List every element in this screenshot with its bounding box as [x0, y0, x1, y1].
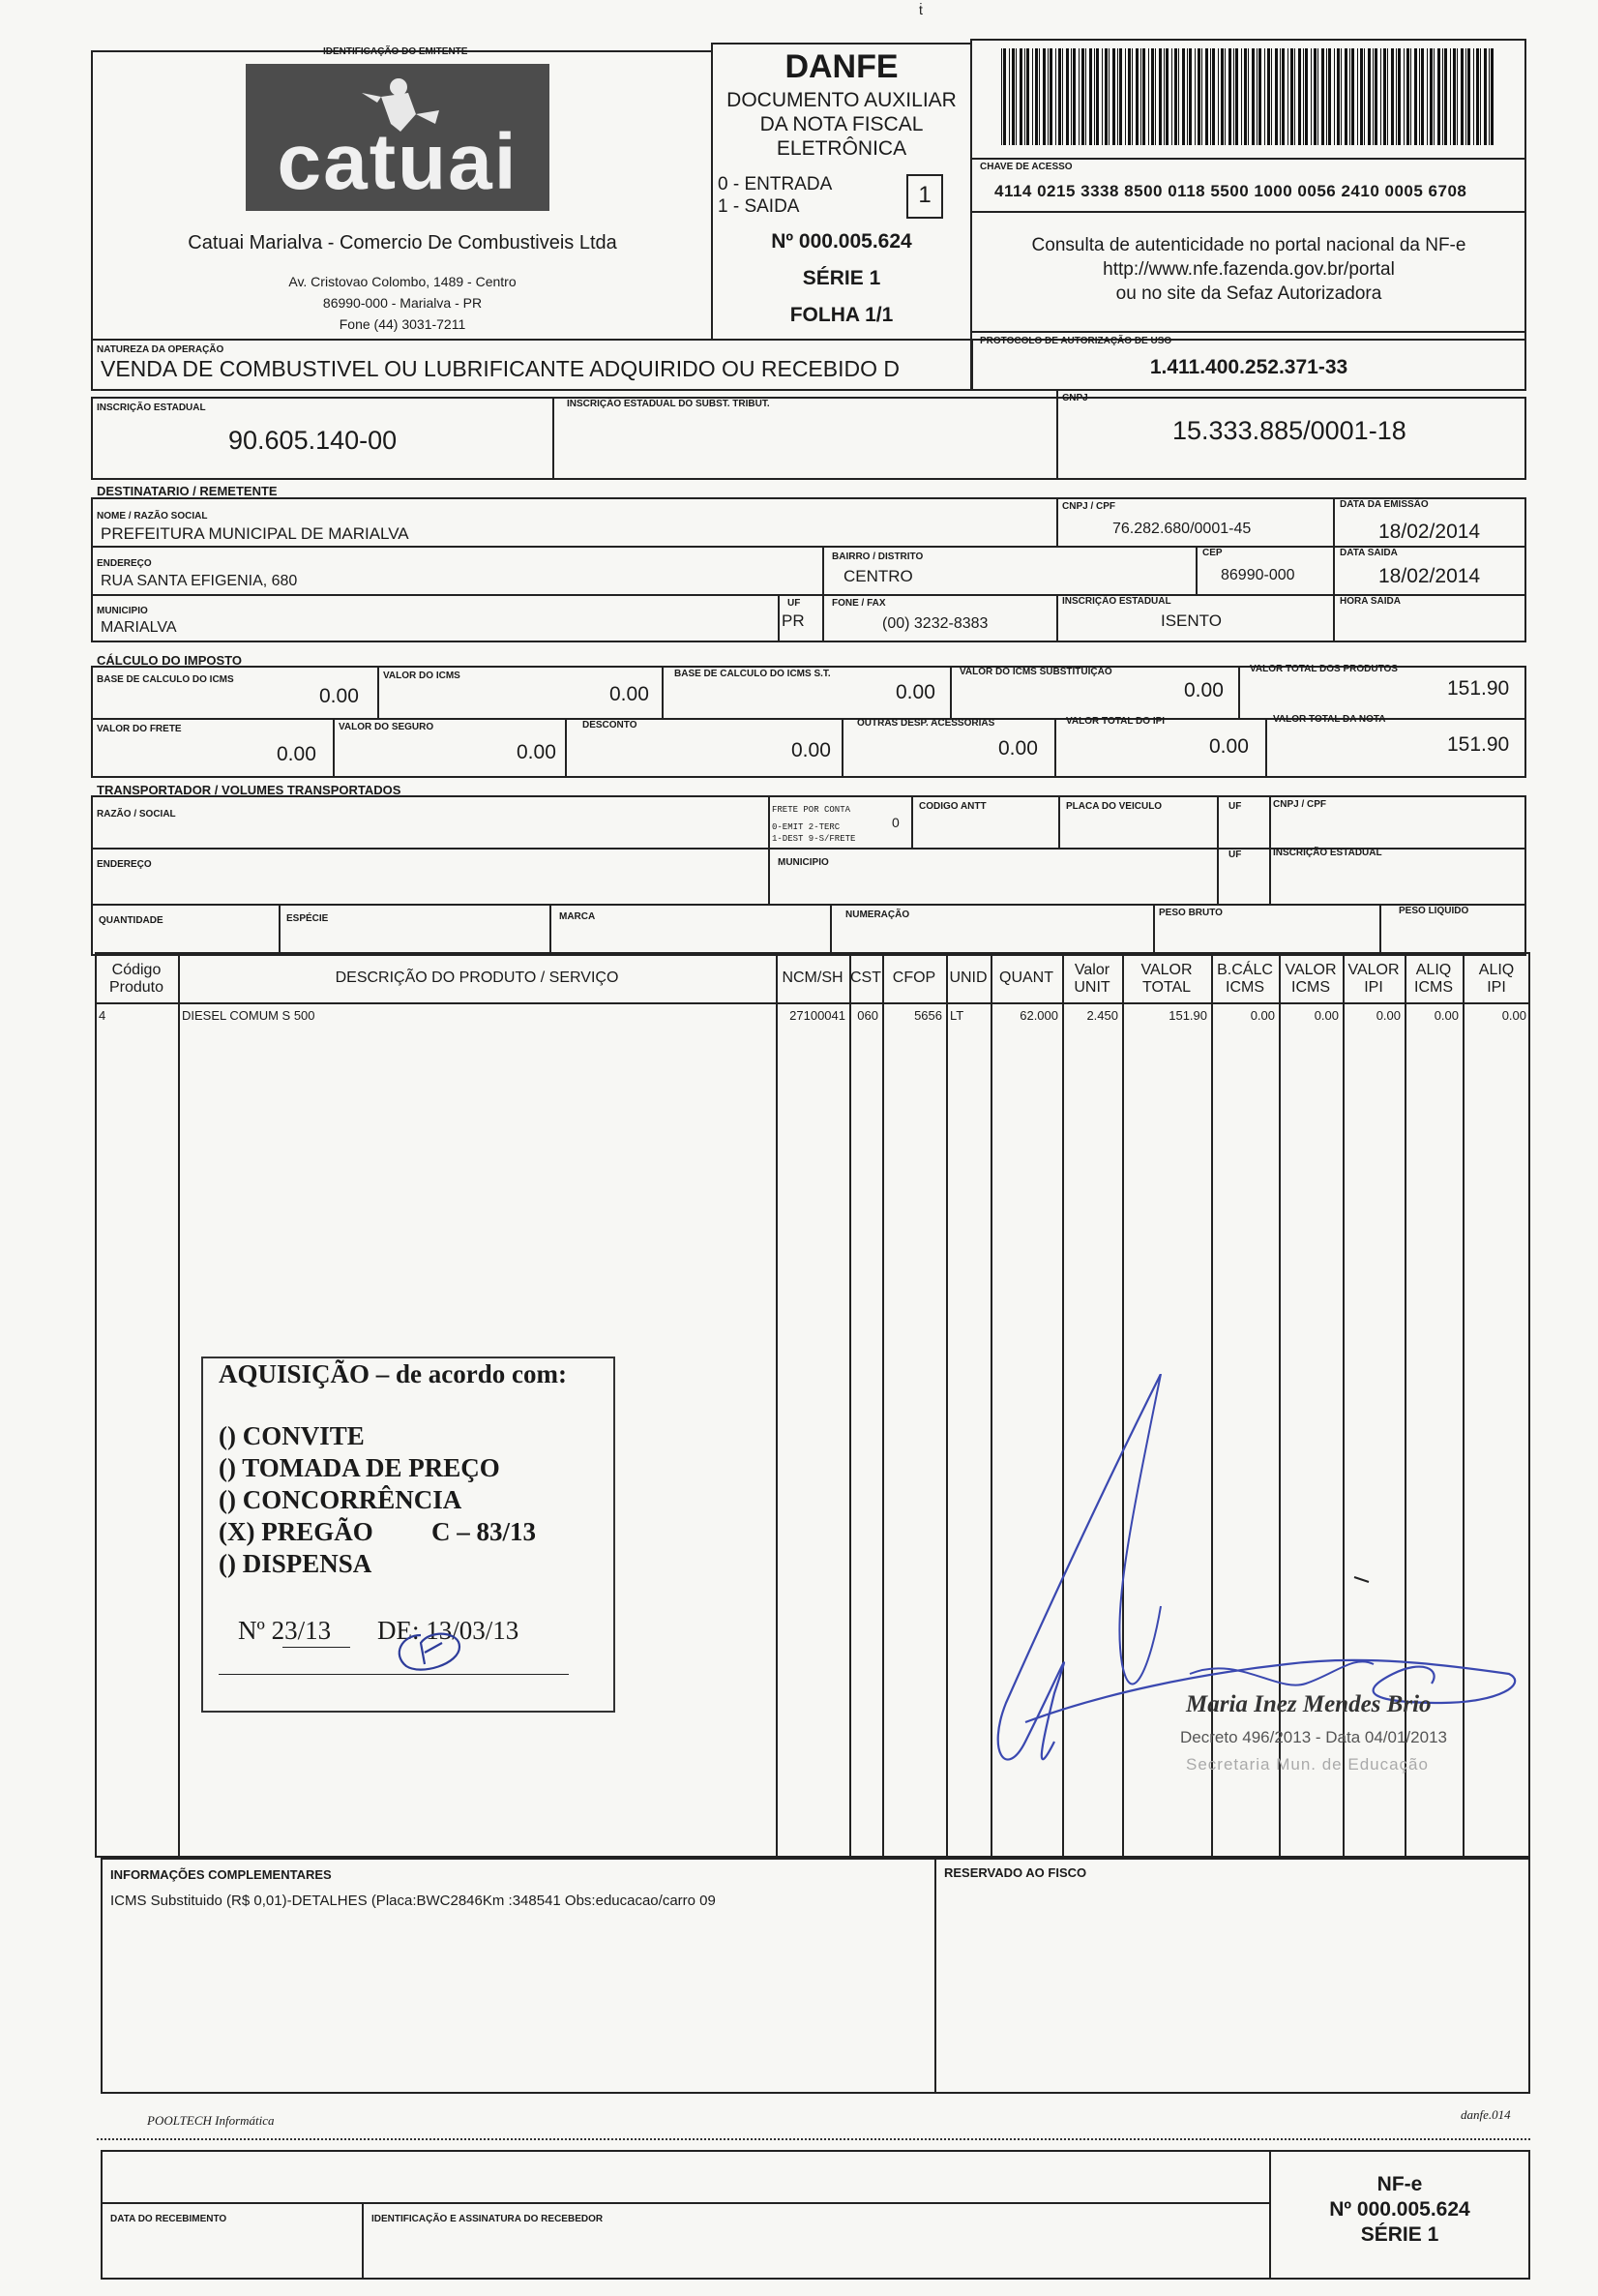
barcode-bar — [1109, 48, 1110, 145]
dest-hora-label: HORA SAIDA — [1340, 596, 1401, 607]
transp-municipio-label: MUNICIPIO — [778, 857, 829, 868]
barcode-bar — [1201, 48, 1202, 145]
total-nota-label: VALOR TOTAL DA NOTA — [1273, 714, 1386, 725]
marca-label: MARCA — [559, 911, 596, 922]
dest-municipio-label: MUNICIPIO — [97, 606, 148, 616]
barcode-bar — [1303, 48, 1304, 145]
barcode-bar — [1125, 48, 1126, 145]
barcode-bar — [1132, 48, 1133, 145]
logo-text: catuai — [277, 118, 518, 206]
barcode-bar — [1387, 48, 1388, 145]
dest-cnpj: 76.282.680/0001-45 — [1112, 521, 1252, 537]
barcode-bar — [1142, 48, 1145, 145]
danfe-serie: SÉRIE 1 — [802, 267, 881, 289]
danfe-subtitle-1: DOCUMENTO AUXILIAR — [726, 89, 957, 111]
transp-ie-label: INSCRIÇÃO ESTADUAL — [1273, 848, 1382, 858]
table-cell: 0.00 — [1376, 1008, 1401, 1023]
transp-endereco-label: ENDEREÇO — [97, 859, 152, 870]
barcode-bar — [1198, 48, 1200, 145]
barcode-bar — [1233, 48, 1234, 145]
table-column-divider — [849, 952, 851, 1858]
table-header-cell: DESCRIÇÃO DO PRODUTO / SERVIÇO — [335, 969, 619, 986]
barcode-bar — [1024, 48, 1025, 145]
barcode-bar — [1257, 48, 1258, 145]
table-cell: 0.00 — [1250, 1008, 1275, 1023]
barcode-bar — [1210, 48, 1211, 145]
table-cell: 151.90 — [1169, 1008, 1207, 1023]
table-header-cell: NCM/SH — [782, 969, 843, 986]
stamp-numero: Nº 23/13 — [238, 1616, 332, 1645]
barcode-bar — [1419, 48, 1420, 145]
footer-nfe: NF-e — [1376, 2173, 1423, 2195]
peso-bruto-label: PESO BRUTO — [1159, 908, 1223, 918]
barcode-bar — [1373, 48, 1374, 145]
table-header-cell: VALOR ICMS — [1285, 962, 1337, 996]
quantidade-label: QUANTIDADE — [99, 915, 163, 926]
stamp-option-tomada: () TOMADA DE PREÇO — [219, 1453, 500, 1482]
assinatura-label: IDENTIFICAÇÃO E ASSINATURA DO RECEBEDOR — [371, 2214, 604, 2224]
barcode-bar — [1039, 48, 1040, 145]
barcode-bar — [1334, 48, 1335, 145]
barcode-bar — [1453, 48, 1456, 145]
transp-uf-label: UF — [1228, 801, 1242, 812]
barcode-bar — [1032, 48, 1033, 145]
stamp-option-pregao: (X) PREGÃO — [219, 1517, 373, 1546]
stamp-option-dispensa: () DISPENSA — [219, 1549, 372, 1578]
company-city: 86990-000 - Marialva - PR — [322, 295, 483, 311]
barcode-bar — [1174, 48, 1177, 145]
table-header-cell: UNID — [949, 969, 988, 986]
recebimento-label: DATA DO RECEBIMENTO — [110, 2214, 227, 2224]
dest-nome-label: NOME / RAZÃO SOCIAL — [97, 511, 208, 522]
stamp-pregao-ref: C – 83/13 — [431, 1517, 536, 1546]
barcode-bar — [1480, 48, 1481, 145]
barcode-bar — [1016, 48, 1017, 145]
base-icms-label: BASE DE CALCULO DO ICMS — [97, 674, 234, 685]
frete-por-conta-value: 0 — [892, 815, 900, 830]
natureza-value: VENDA DE COMBUSTIVEL OU LUBRIFICANTE ADQUIRIDO OU RECEBIDO D — [101, 356, 901, 381]
valor-st-label: VALOR DO ICMS SUBSTITUIÇÃO — [960, 667, 1112, 677]
barcode-bar — [1314, 48, 1317, 145]
entrada-option: 0 - ENTRADA — [718, 174, 833, 194]
emitente-cnpj: 15.333.885/0001-18 — [1172, 416, 1406, 445]
barcode-bar — [1117, 48, 1118, 145]
fisco-box — [934, 1858, 1530, 2094]
barcode-bar — [1457, 48, 1458, 145]
barcode-bar — [1489, 48, 1490, 145]
dest-endereco-label: ENDEREÇO — [97, 558, 152, 569]
emitente-cnpj-label: CNPJ — [1062, 393, 1088, 403]
barcode-bar — [1434, 48, 1435, 145]
stamp-signer-name: Maria Inez Mendes Brio — [1186, 1691, 1432, 1717]
signature — [987, 1374, 1528, 1877]
barcode-bar — [1427, 48, 1428, 145]
table-header-cell: B.CÁLC ICMS — [1217, 962, 1273, 996]
barcode-bar — [1396, 48, 1397, 145]
table-header-cell: Valor UNIT — [1074, 962, 1110, 996]
natureza-label: NATUREZA DA OPERAÇÃO — [97, 344, 224, 355]
stamp-option-convite: () CONVITE — [219, 1421, 365, 1450]
barcode-bar — [1128, 48, 1131, 145]
company-address: Av. Cristovao Colombo, 1489 - Centro — [288, 274, 517, 289]
saida-option: 1 - SAIDA — [718, 196, 800, 217]
company-logo — [246, 64, 549, 211]
scan-mark: ṫ — [919, 2, 923, 17]
barcode-bar — [1264, 48, 1265, 145]
barcode-bar — [1102, 48, 1103, 145]
footer-serie: SÉRIE 1 — [1360, 2223, 1439, 2246]
barcode-bar — [1282, 48, 1285, 145]
table-cell: 62.000 — [1020, 1008, 1058, 1023]
dest-bairro: CENTRO — [843, 567, 913, 585]
barcode-bar — [1311, 48, 1312, 145]
barcode-bar — [1012, 48, 1015, 145]
barcode-bar — [1287, 48, 1288, 145]
barcode-bar — [1473, 48, 1474, 145]
transporte-section: TRANSPORTADOR / VOLUMES TRANSPORTADOS — [97, 783, 401, 797]
dest-emissao: 18/02/2014 — [1378, 521, 1481, 543]
barcode-bar — [1317, 48, 1318, 145]
dest-cnpj-label: CNPJ / CPF — [1062, 501, 1116, 512]
stamp-decreto: Decreto 496/2013 - Data 04/01/2013 — [1180, 1728, 1447, 1746]
transp-uf-label-2: UF — [1228, 850, 1242, 860]
frete: 0.00 — [277, 743, 316, 765]
danfe-folha: FOLHA 1/1 — [789, 304, 894, 326]
barcode-bar — [1050, 48, 1052, 145]
dest-saida-label: DATA SAIDA — [1340, 548, 1398, 558]
chave-value: 4114 0215 3338 8500 0118 5500 1000 0056 2410 0005 6708 — [994, 182, 1467, 200]
emitente-label: IDENTIFICAÇÃO DO EMITENTE — [323, 46, 468, 57]
dest-uf-label: UF — [787, 598, 801, 609]
barcode-bar — [1218, 48, 1219, 145]
barcode-bar — [1035, 48, 1038, 145]
frete-por-conta-2: 0-EMIT 2-TERC — [772, 822, 841, 832]
table-header-cell: VALOR IPI — [1347, 962, 1400, 996]
placa-label: PLACA DO VEICULO — [1066, 801, 1163, 812]
barcode-bar — [1195, 48, 1196, 145]
frete-por-conta-1: FRETE POR CONTA — [772, 805, 851, 815]
barcode-bar — [1026, 48, 1029, 145]
ipi: 0.00 — [1209, 735, 1249, 758]
table-cell: 0.00 — [1434, 1008, 1459, 1023]
barcode-bar — [1345, 48, 1347, 145]
barcode-bar — [1205, 48, 1208, 145]
barcode-bar — [1009, 48, 1010, 145]
barcode-bar — [1112, 48, 1115, 145]
ipi-label: VALOR TOTAL DO IPI — [1066, 716, 1166, 727]
barcode-bar — [1280, 48, 1281, 145]
barcode-bar — [1248, 48, 1249, 145]
barcode-bar — [1094, 48, 1095, 145]
barcode-bar — [1467, 48, 1470, 145]
table-cell: 0.00 — [1314, 1008, 1339, 1023]
dest-endereco: RUA SANTA EFIGENIA, 680 — [101, 573, 298, 589]
barcode-bar — [1048, 48, 1049, 145]
barcode-bar — [1055, 48, 1056, 145]
desconto-label: DESCONTO — [582, 720, 637, 731]
table-column-divider — [178, 952, 180, 1858]
barcode-bar — [1421, 48, 1424, 145]
barcode-bar — [1178, 48, 1179, 145]
barcode-bar — [1450, 48, 1451, 145]
barcode-bar — [1375, 48, 1377, 145]
dest-ie: ISENTO — [1161, 611, 1222, 630]
outras: 0.00 — [998, 737, 1038, 760]
barcode-bar — [1105, 48, 1108, 145]
seguro-label: VALOR DO SEGURO — [339, 722, 434, 732]
table-header-cell: ALIQ ICMS — [1414, 962, 1453, 996]
barcode-bar — [1437, 48, 1440, 145]
barcode-bar — [1349, 48, 1350, 145]
barcode-bar — [1275, 48, 1278, 145]
table-header-cell: QUANT — [999, 969, 1053, 986]
fisco-label: RESERVADO AO FISCO — [944, 1865, 1087, 1880]
barcode-bar — [1326, 48, 1327, 145]
transp-cnpj-label: CNPJ / CPF — [1273, 799, 1327, 810]
company-phone: Fone (44) 3031-7211 — [339, 316, 466, 332]
table-cell: 060 — [857, 1008, 878, 1023]
dest-nome: PREFEITURA MUNICIPAL DE MARIALVA — [101, 524, 409, 543]
barcode-bar — [1465, 48, 1466, 145]
barcode-bar — [1271, 48, 1272, 145]
barcode-bar — [1294, 48, 1295, 145]
dest-fone: (00) 3232-8383 — [882, 615, 989, 632]
barcode-bar — [1148, 48, 1149, 145]
total-prod: 151.90 — [1447, 677, 1510, 700]
barcode-bar — [1073, 48, 1076, 145]
barcode-bar — [1258, 48, 1261, 145]
tipo-value: 1 — [918, 182, 932, 208]
stamp-title: AQUISIÇÃO – de acordo com: — [219, 1359, 567, 1388]
barcode-bar — [1244, 48, 1247, 145]
valor-st: 0.00 — [1184, 679, 1224, 701]
barcode-bar — [1066, 48, 1069, 145]
imposto-section: CÁLCULO DO IMPOSTO — [97, 653, 242, 668]
destinatario-box — [91, 497, 1526, 642]
barcode-bar — [1119, 48, 1122, 145]
table-column-divider — [776, 952, 778, 1858]
base-st-label: BASE DE CALCULO DO ICMS S.T. — [674, 669, 831, 679]
barcode-bar — [1136, 48, 1139, 145]
peso-liquido-label: PESO LIQUIDO — [1399, 906, 1469, 916]
dest-ie-label: INSCRIÇÃO ESTADUAL — [1062, 596, 1171, 607]
seguro: 0.00 — [517, 741, 556, 763]
dest-fone-label: FONE / FAX — [832, 598, 886, 609]
barcode — [1001, 48, 1499, 145]
barcode-bar — [1414, 48, 1417, 145]
barcode-bar — [1182, 48, 1185, 145]
protocolo-label: PROTOCOLO DE AUTORIZAÇÃO DE USO — [980, 336, 1172, 346]
table-cell: 5656 — [914, 1008, 942, 1023]
total-nota: 151.90 — [1447, 733, 1510, 756]
stamp-option-concorrencia: () CONCORRÊNCIA — [219, 1485, 462, 1514]
consulta-line-2: http://www.nfe.fazenda.gov.br/portal — [1103, 259, 1395, 280]
barcode-bar — [1357, 48, 1358, 145]
barcode-bar — [1085, 48, 1086, 145]
barcode-bar — [1267, 48, 1270, 145]
barcode-bar — [1058, 48, 1061, 145]
total-prod-label: VALOR TOTAL DOS PRODUTOS — [1250, 664, 1398, 674]
barcode-bar — [1360, 48, 1363, 145]
barcode-bar — [1228, 48, 1231, 145]
barcode-bar — [1406, 48, 1409, 145]
stamp-initials — [382, 1625, 479, 1684]
company-name: Catuai Marialva - Comercio De Combustiveis Ltda — [188, 232, 617, 253]
antt-label: CODIGO ANTT — [919, 801, 987, 812]
table-cell: 4 — [99, 1008, 106, 1023]
footer-numero: Nº 000.005.624 — [1329, 2198, 1470, 2221]
table-header-cell: VALOR TOTAL — [1140, 962, 1193, 996]
table-column-divider — [946, 952, 948, 1858]
barcode-bar — [1089, 48, 1092, 145]
protocolo-value: 1.411.400.252.371-33 — [1149, 356, 1348, 378]
valor-icms: 0.00 — [609, 683, 649, 705]
stamp-data: DE: 13/03/13 — [377, 1616, 519, 1645]
danfe-title: DANFE — [784, 48, 899, 85]
barcode-bar — [1491, 48, 1494, 145]
barcode-bar — [1235, 48, 1238, 145]
table-cell: 0.00 — [1501, 1008, 1526, 1023]
danfe-number: Nº 000.005.624 — [771, 230, 912, 253]
barcode-bar — [1461, 48, 1464, 145]
barcode-bar — [1391, 48, 1394, 145]
barcode-bar — [1155, 48, 1156, 145]
barcode-bar — [1290, 48, 1293, 145]
barcode-bar — [1079, 48, 1080, 145]
form-id: danfe.014 — [1461, 2107, 1511, 2122]
barcode-bar — [1380, 48, 1381, 145]
especie-label: ESPÉCIE — [286, 913, 329, 924]
stamp-role: Secretaria Mun. de Educação — [1186, 1755, 1429, 1774]
razao-label: RAZÃO / SOCIAL — [97, 809, 176, 820]
numeracao-label: NUMERAÇÃO — [845, 909, 910, 920]
consulta-line-3: ou no site da Sefaz Autorizadora — [1115, 283, 1382, 304]
barcode-bar — [1383, 48, 1386, 145]
base-st: 0.00 — [896, 681, 935, 703]
barcode-bar — [1252, 48, 1255, 145]
table-cell: 2.450 — [1086, 1008, 1118, 1023]
table-cell: 27100041 — [789, 1008, 845, 1023]
table-header-cell: CST — [850, 969, 881, 986]
table-cell: LT — [950, 1008, 964, 1023]
dest-municipio: MARIALVA — [101, 619, 177, 636]
barcode-bar — [1444, 48, 1447, 145]
barcode-bar — [1096, 48, 1099, 145]
table-cell: DIESEL COMUM S 500 — [182, 1008, 315, 1023]
valor-icms-label: VALOR DO ICMS — [383, 671, 460, 681]
frete-label: VALOR DO FRETE — [97, 724, 182, 734]
transporte-box — [91, 795, 1526, 956]
barcode-bar — [1364, 48, 1365, 145]
barcode-bar — [1225, 48, 1226, 145]
table-header-cell: CFOP — [892, 969, 936, 986]
barcode-bar — [1043, 48, 1046, 145]
barcode-bar — [1241, 48, 1242, 145]
barcode-bar — [1351, 48, 1354, 145]
table-header-cell: Código Produto — [108, 962, 164, 996]
barcode-bar — [1337, 48, 1340, 145]
barcode-bar — [1062, 48, 1063, 145]
barcode-bar — [1321, 48, 1324, 145]
barcode-bar — [1159, 48, 1162, 145]
barcode-bar — [1221, 48, 1224, 145]
dest-saida: 18/02/2014 — [1378, 565, 1481, 587]
danfe-subtitle-3: ELETRÔNICA — [776, 137, 907, 160]
chave-label: CHAVE DE ACESSO — [980, 162, 1073, 172]
dest-bairro-label: BAIRRO / DISTRITO — [832, 552, 924, 562]
info-label: INFORMAÇÕES COMPLEMENTARES — [110, 1867, 332, 1882]
barcode-bar — [1171, 48, 1172, 145]
barcode-bar — [1404, 48, 1405, 145]
base-icms: 0.00 — [319, 685, 359, 707]
cut-line — [97, 2138, 1530, 2140]
table-header-cell: ALIQ IPI — [1478, 962, 1515, 996]
barcode-bar — [1001, 48, 1002, 145]
barcode-bar — [1212, 48, 1215, 145]
barcode-bar — [1151, 48, 1154, 145]
danfe-subtitle-2: DA NOTA FISCAL — [759, 113, 924, 135]
dest-cep-label: CEP — [1202, 548, 1223, 558]
barcode-bar — [1328, 48, 1331, 145]
barcode-bar — [1305, 48, 1308, 145]
software-credit: POOLTECH Informática — [147, 2113, 275, 2128]
barcode-bar — [1398, 48, 1401, 145]
barcode-bar — [1430, 48, 1433, 145]
barcode-bar — [1081, 48, 1084, 145]
info-text: ICMS Substituido (R$ 0,01)-DETALHES (Placa:BWC2846Km :348541 Obs:educacao/carro 09 — [110, 1893, 716, 1909]
desconto: 0.00 — [791, 739, 831, 761]
barcode-bar — [1341, 48, 1342, 145]
barcode-bar — [1298, 48, 1301, 145]
inscricao-label: INSCRIÇÃO ESTADUAL — [97, 403, 206, 413]
barcode-bar — [1442, 48, 1443, 145]
outras-label: OUTRAS DESP. ACESSORIAS — [857, 718, 995, 729]
dest-cep: 86990-000 — [1221, 567, 1295, 583]
barcode-bar — [1410, 48, 1411, 145]
barcode-bar — [1071, 48, 1072, 145]
barcode-bar — [1166, 48, 1169, 145]
barcode-bar — [1140, 48, 1141, 145]
table-column-divider — [882, 952, 884, 1858]
barcode-bar — [1164, 48, 1165, 145]
barcode-bar — [1368, 48, 1371, 145]
dest-emissao-label: DATA DA EMISSÃO — [1340, 499, 1429, 510]
subst-label: INSCRIÇÃO ESTADUAL DO SUBST. TRIBUT. — [567, 399, 770, 409]
barcode-bar — [1003, 48, 1006, 145]
barcode-bar — [1476, 48, 1479, 145]
barcode-bar — [1484, 48, 1487, 145]
dest-uf: PR — [782, 611, 805, 630]
inscricao-value: 90.605.140-00 — [228, 426, 398, 455]
destinatario-section: DESTINATARIO / REMETENTE — [97, 484, 278, 498]
barcode-bar — [1020, 48, 1022, 145]
frete-por-conta-3: 1-DEST 9-S/FRETE — [772, 834, 856, 844]
barcode-bar — [1187, 48, 1188, 145]
barcode-bar — [1189, 48, 1192, 145]
consulta-line-1: Consulta de autenticidade no portal nacional da NF-e — [1031, 235, 1466, 255]
